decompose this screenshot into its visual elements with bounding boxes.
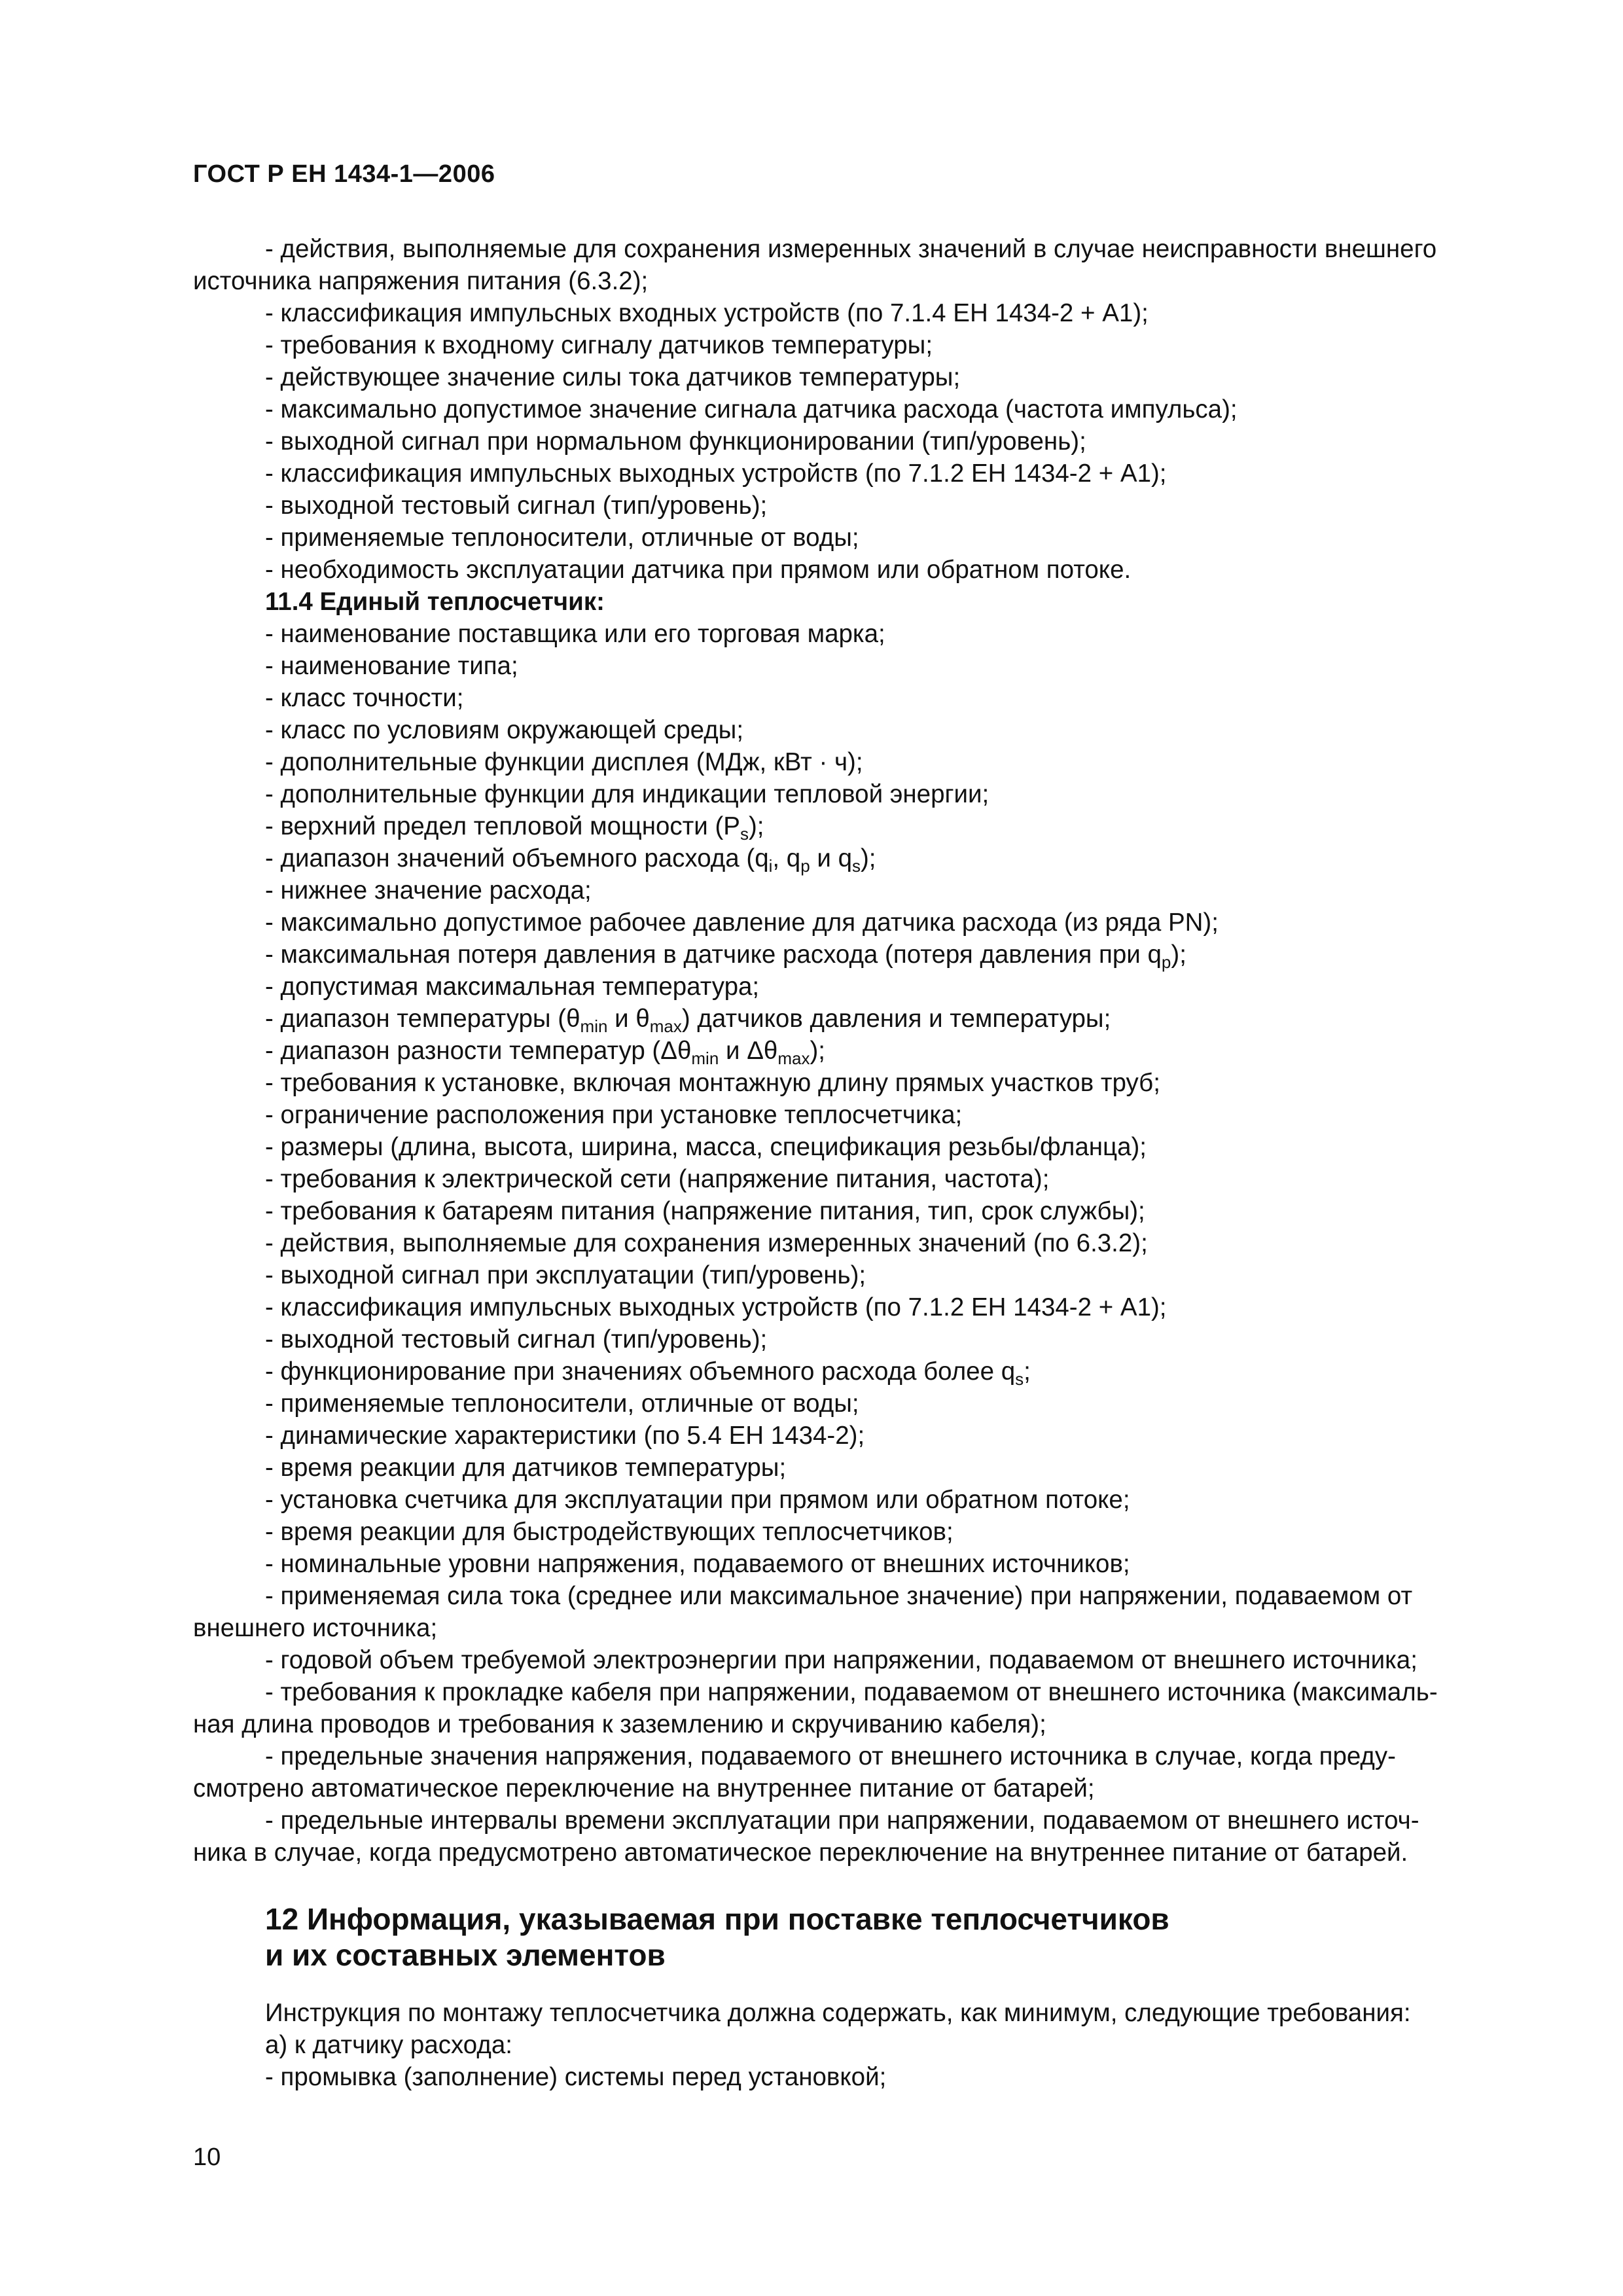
text-line: - время реакции для быстродействующих теплосчетчиков; bbox=[265, 1518, 954, 1546]
text-line: - номинальные уровни напряжения, подаваемого от внешних источников; bbox=[265, 1550, 1130, 1578]
text-line: - максимально допустимое значение сигнала датчика расхода (частота импульса); bbox=[265, 395, 1238, 423]
text-line: - функционирование при значениях объемного расхода более $q_s$; bbox=[265, 1357, 1031, 1389]
text-line: - выходной тестовый сигнал (тип/уровень); bbox=[265, 1325, 768, 1354]
text-line: Инструкция по монтажу теплосчетчика должна содержать, как минимум, следующие требования: bbox=[265, 1999, 1411, 2027]
text-line: - наименование типа; bbox=[265, 652, 518, 680]
text-line: - дополнительные функции дисплея (МДж, кВт · ч); bbox=[265, 748, 863, 776]
text-line: - максимальная потеря давления в датчике расхода (потеря давления при $q_p$); bbox=[265, 941, 1186, 972]
text-line: 11.4 Единый теплосчетчик: bbox=[265, 588, 605, 616]
text-line: - требования к прокладке кабеля при напряжении, подаваемом от внешнего источника (максималь- bbox=[265, 1678, 1438, 1706]
text-line: - диапазон значений объемного расхода ($q_i$, $q_p$ и $q_s$); bbox=[265, 844, 876, 876]
text-line: - диапазон температуры ($\theta_{min}$ и $\theta_{max}$) датчиков давления и температуры; bbox=[265, 1005, 1111, 1036]
document-header: ГОСТ Р ЕН 1434-1—2006 bbox=[193, 160, 495, 188]
text-line: - предельные интервалы времени эксплуатации при напряжении, подаваемом от внешнего источ- bbox=[265, 1806, 1419, 1835]
text-line: - дополнительные функции для индикации тепловой энергии; bbox=[265, 780, 990, 808]
text-line: источника напряжения питания (6.3.2); bbox=[193, 267, 649, 295]
text-line: - допустимая максимальная температура; bbox=[265, 973, 760, 1001]
text-line: - предельные значения напряжения, подаваемого от внешнего источника в случае, когда преду- bbox=[265, 1742, 1396, 1770]
text-line: - требования к батареям питания (напряжение питания, тип, срок службы); bbox=[265, 1197, 1145, 1225]
section-12-title-line-2: и их составных элементов bbox=[265, 1938, 666, 1972]
text-line: ная длина проводов и требования к заземлению и скручиванию кабеля); bbox=[193, 1710, 1046, 1738]
section-12-title-line-1: 12 Информация, указываемая при поставке теплосчетчиков bbox=[265, 1902, 1169, 1936]
text-line: внешнего источника; bbox=[193, 1614, 438, 1642]
text-line: - действия, выполняемые для сохранения измеренных значений (по 6.3.2); bbox=[265, 1229, 1148, 1257]
text-line: - максимально допустимое рабочее давление для датчика расхода (из ряда PN); bbox=[265, 908, 1219, 937]
text-line: - требования к входному сигналу датчиков температуры; bbox=[265, 331, 933, 359]
text-line: - диапазон разности температур ($\Delta\theta_{min}$ и $\Delta\theta_{max}$); bbox=[265, 1037, 825, 1068]
text-line: - ограничение расположения при установке теплосчетчика; bbox=[265, 1101, 963, 1129]
text-line: - требования к электрической сети (напряжение питания, частота); bbox=[265, 1165, 1050, 1193]
text-line: - наименование поставщика или его торговая марка; bbox=[265, 620, 885, 648]
text-line: - выходной тестовый сигнал (тип/уровень); bbox=[265, 492, 768, 520]
text-line: - требования к установке, включая монтажную длину прямых участков труб; bbox=[265, 1069, 1160, 1097]
text-line: а) к датчику расхода: bbox=[265, 2031, 512, 2059]
text-line: - применяемая сила тока (среднее или максимальное значение) при напряжении, подаваемом от bbox=[265, 1582, 1413, 1610]
page-number: 10 bbox=[193, 2144, 221, 2171]
text-line: - класс точности; bbox=[265, 684, 464, 712]
text-line: смотрено автоматическое переключение на внутреннее питание от батарей; bbox=[193, 1774, 1095, 1803]
text-line: - верхний предел тепловой мощности $(P_s)$; bbox=[265, 812, 764, 844]
text-line: - установка счетчика для эксплуатации при прямом или обратном потоке; bbox=[265, 1486, 1130, 1514]
text-line: - применяемые теплоносители, отличные от воды; bbox=[265, 1390, 859, 1418]
text-line: - классификация импульсных входных устройств (по 7.1.4 ЕН 1434-2 + А1); bbox=[265, 299, 1149, 327]
text-line: - промывка (заполнение) системы перед установкой; bbox=[265, 2063, 887, 2091]
text-line: - классификация импульсных выходных устройств (по 7.1.2 ЕН 1434-2 + А1); bbox=[265, 1293, 1167, 1321]
text-line: - действующее значение силы тока датчиков температуры; bbox=[265, 363, 961, 391]
text-line: - применяемые теплоносители, отличные от воды; bbox=[265, 524, 859, 552]
text-line: - необходимость эксплуатации датчика при прямом или обратном потоке. bbox=[265, 556, 1132, 584]
text-line: - размеры (длина, высота, ширина, масса, спецификация резьбы/фланца); bbox=[265, 1133, 1147, 1161]
text-line: - класс по условиям окружающей среды; bbox=[265, 716, 744, 744]
text-line: - годовой объем требуемой электроэнергии при напряжении, подаваемом от внешнего источника; bbox=[265, 1646, 1418, 1674]
text-line: - динамические характеристики (по 5.4 ЕН 1434-2); bbox=[265, 1422, 865, 1450]
text-line: - выходной сигнал при эксплуатации (тип/уровень); bbox=[265, 1261, 866, 1289]
text-line: - время реакции для датчиков температуры; bbox=[265, 1454, 787, 1482]
text-line: - классификация импульсных выходных устройств (по 7.1.2 ЕН 1434-2 + А1); bbox=[265, 459, 1167, 488]
text-line: - выходной сигнал при нормальном функционировании (тип/уровень); bbox=[265, 427, 1086, 456]
text-line: ника в случае, когда предусмотрено автоматическое переключение на внутреннее питание от батарей. bbox=[193, 1839, 1408, 1867]
text-line: - нижнее значение расхода; bbox=[265, 876, 592, 905]
text-line: - действия, выполняемые для сохранения измеренных значений в случае неисправности внешнего bbox=[265, 235, 1437, 263]
